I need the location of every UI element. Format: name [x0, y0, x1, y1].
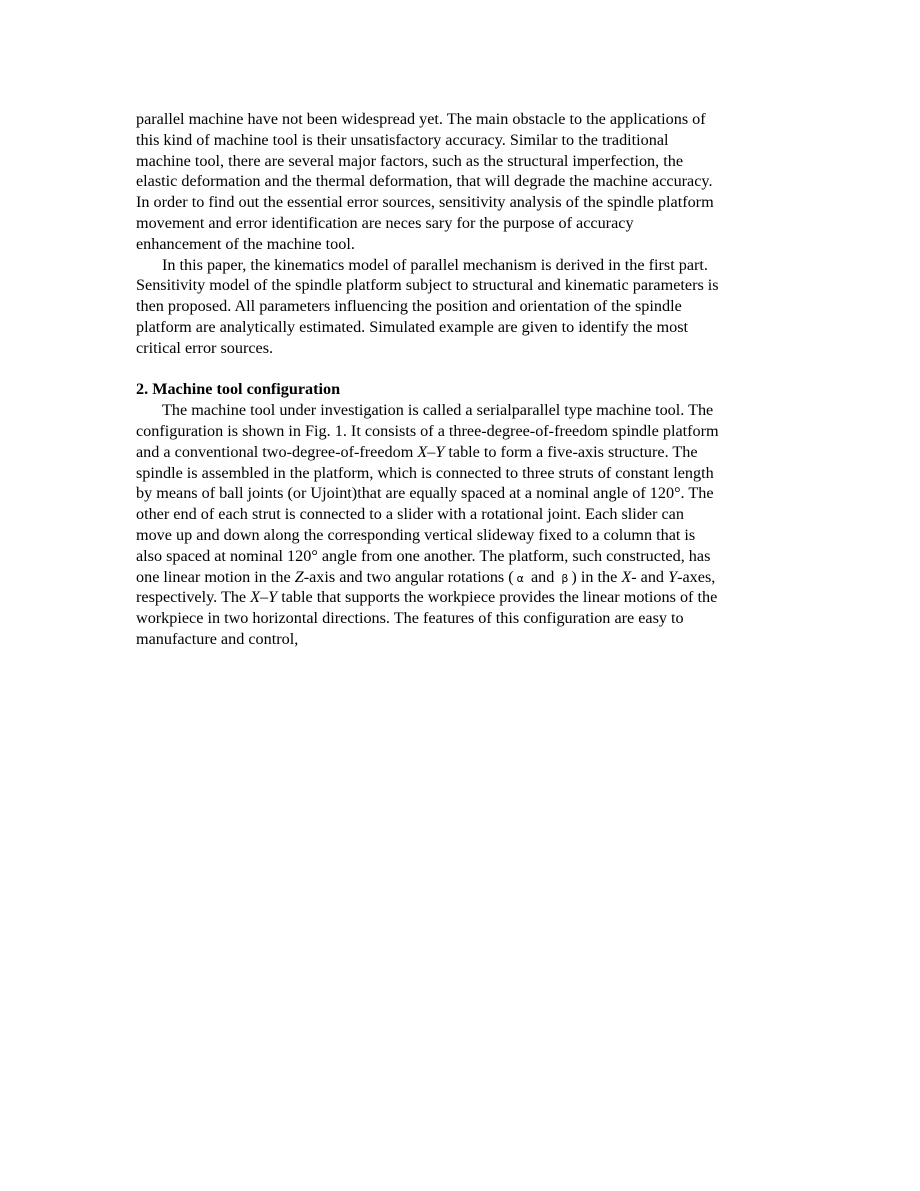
text-line: In this paper, the kinematics model of parallel mechanism is derived in the first part.	[162, 255, 708, 274]
text-line: manufacture and control,	[136, 629, 299, 648]
text-line: also spaced at nominal 120° angle from one another. The platform, such constructed, has	[136, 546, 711, 565]
text-run: one linear motion in the	[136, 567, 295, 586]
paragraph-paper-outline	[136, 255, 796, 359]
text-line: machine tool, there are several major factors, such as the structural imperfection, the	[136, 151, 683, 170]
document-page	[136, 109, 796, 650]
paragraph-spacer	[136, 359, 796, 380]
text-line: move up and down along the corresponding vertical slideway fixed to a column that is	[136, 525, 696, 544]
text-line: spindle is assembled in the platform, which is connected to three struts of constant length	[136, 463, 714, 482]
text-run: -axes,	[677, 567, 716, 586]
text-line: Sensitivity model of the spindle platform subject to structural and kinematic parameters is	[136, 276, 719, 295]
paragraph-accuracy-intro	[136, 109, 796, 255]
text-line: configuration is shown in Fig. 1. It consists of a three-degree-of-freedom spindle platform	[136, 421, 719, 440]
text-line: parallel machine have not been widespread yet. The main obstacle to the applications of	[136, 110, 706, 128]
text-line: The machine tool under investigation is called a serialparallel type machine tool. The	[162, 401, 714, 420]
text-line: by means of ball joints (or Ujoint)that are equally spaced at a nominal angle of 120°. The	[136, 484, 714, 503]
text-run: and a conventional two-degree-of-freedom	[136, 442, 418, 461]
text-line: enhancement of the machine tool.	[136, 234, 355, 253]
text-run: table to form a five-axis structure. The	[444, 442, 698, 461]
text-line: In order to find out the essential error sources, sensitivity analysis of the spindle platform	[136, 193, 714, 212]
text-line	[136, 587, 796, 608]
paragraph-machine-configuration	[136, 400, 796, 650]
section-heading: 2. Machine tool configuration	[136, 380, 341, 399]
text-line: workpiece in two horizontal directions. The features of this configuration are easy to	[136, 609, 684, 628]
text-line: critical error sources.	[136, 338, 274, 357]
text-line: platform are analytically estimated. Simulated example are given to identify the most	[136, 317, 688, 336]
xy-axis-label: X–Y	[417, 442, 445, 461]
text-line: this kind of machine tool is their unsatisfactory accuracy. Similar to the traditional	[136, 130, 669, 149]
text-run: -axis and two angular rotations (	[303, 567, 514, 586]
x-axis-label: X	[621, 567, 632, 586]
text-line	[136, 567, 796, 588]
y-axis-label: Y	[668, 567, 678, 586]
text-run: and	[526, 567, 559, 586]
text-line: then proposed. All parameters influencing the position and orientation of the spindle	[136, 297, 682, 316]
xy-axis-label: X–Y	[250, 588, 278, 607]
beta-symbol: β	[561, 571, 569, 585]
text-run: respectively. The	[136, 588, 251, 607]
text-line	[136, 442, 796, 463]
text-line: movement and error identification are neces sary for the purpose of accuracy	[136, 213, 634, 232]
alpha-symbol: α	[516, 571, 524, 585]
text-run: ) in the	[571, 567, 622, 586]
text-line: elastic deformation and the thermal deformation, that will degrade the machine accuracy.	[136, 172, 713, 191]
z-axis-label: Z	[294, 567, 304, 586]
text-line: other end of each strut is connected to a slider with a rotational joint. Each slider can	[136, 505, 684, 524]
text-run: table that supports the workpiece provides the linear motions of the	[277, 588, 718, 607]
text-run: - and	[631, 567, 669, 586]
